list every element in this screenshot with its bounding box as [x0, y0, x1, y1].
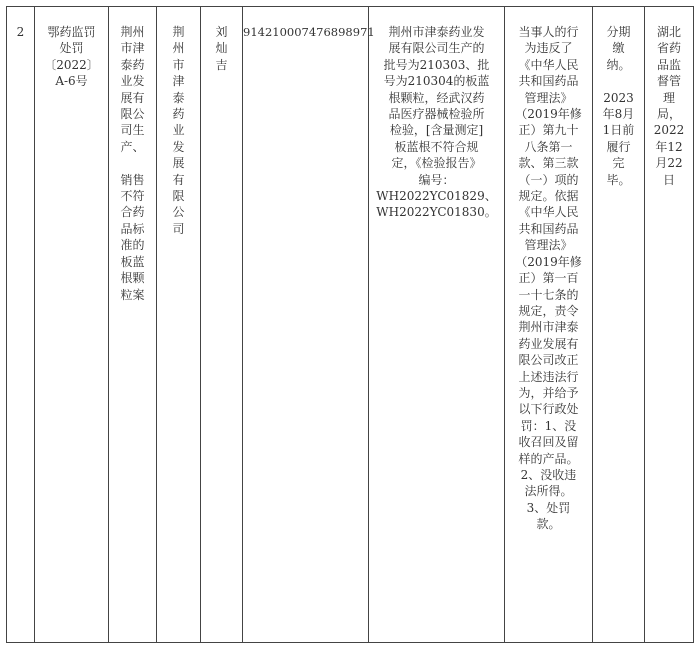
col-index — [7, 7, 35, 642]
col-credit-code — [243, 7, 375, 642]
col-legal-rep — [201, 7, 243, 642]
cell-index: 2 — [16, 25, 25, 39]
penalty-table — [6, 6, 694, 643]
col-case-name — [109, 7, 157, 642]
cell-violation-facts: 荆州市津泰药业发 展有限公司生产的 批号为210303、批 号为210304的板蓝 根颗粒，经武汉药 品医疗器械检验所 检验，[含量测定] 板蓝根不符合规 定，《检验报告》 编号： WH2022YC01829、 WH2022YC01830。 — [376, 25, 497, 220]
cell-party-name: 荆 州 市 津 泰 药 业 发 展 有 限 公 司 — [172, 25, 185, 236]
cell-case-number: 鄂药监罚 处罚 〔2022〕 A-6号 — [44, 25, 99, 89]
col-violation-facts — [369, 7, 505, 642]
cell-credit-code: 914210007476898971 — [243, 25, 375, 39]
col-party-name — [157, 7, 201, 642]
col-authority — [645, 7, 693, 642]
cell-execution: 分期 缴 纳。 2023 年8月 1日前 履行 完 毕。 — [602, 25, 635, 187]
cell-authority: 湖北 省药 品监 督管 理 局， 2022 年12 月22 日 — [653, 25, 685, 187]
col-penalty-basis — [505, 7, 593, 642]
cell-penalty-basis: 当事人的行 为违反了 《中华人民 共和国药品 管理法》 （2019年修 正）第九十 八条第一 款、第三款 （一）项的 规定。依据 《中华人民 共和国药品 管理法》 （2019年修 正）第一百 一十七条的 规定，责令 荆州市津泰 药业发展有 限公司改正 上述违法行 为，并给予 以下行政处 罚：1、没 收召回及留 样的产品。 2、没收违 法所得。 3、处罚 款。 — [515, 25, 582, 532]
cell-case-name: 荆州 市津 泰药 业发 展有 限公 司生 产、 销售 不符 合药 品标 准的 板蓝 根颗 粒案 — [120, 25, 145, 302]
cell-legal-rep: 刘 灿 吉 — [215, 25, 228, 72]
col-execution — [593, 7, 645, 642]
col-case-number — [35, 7, 109, 642]
